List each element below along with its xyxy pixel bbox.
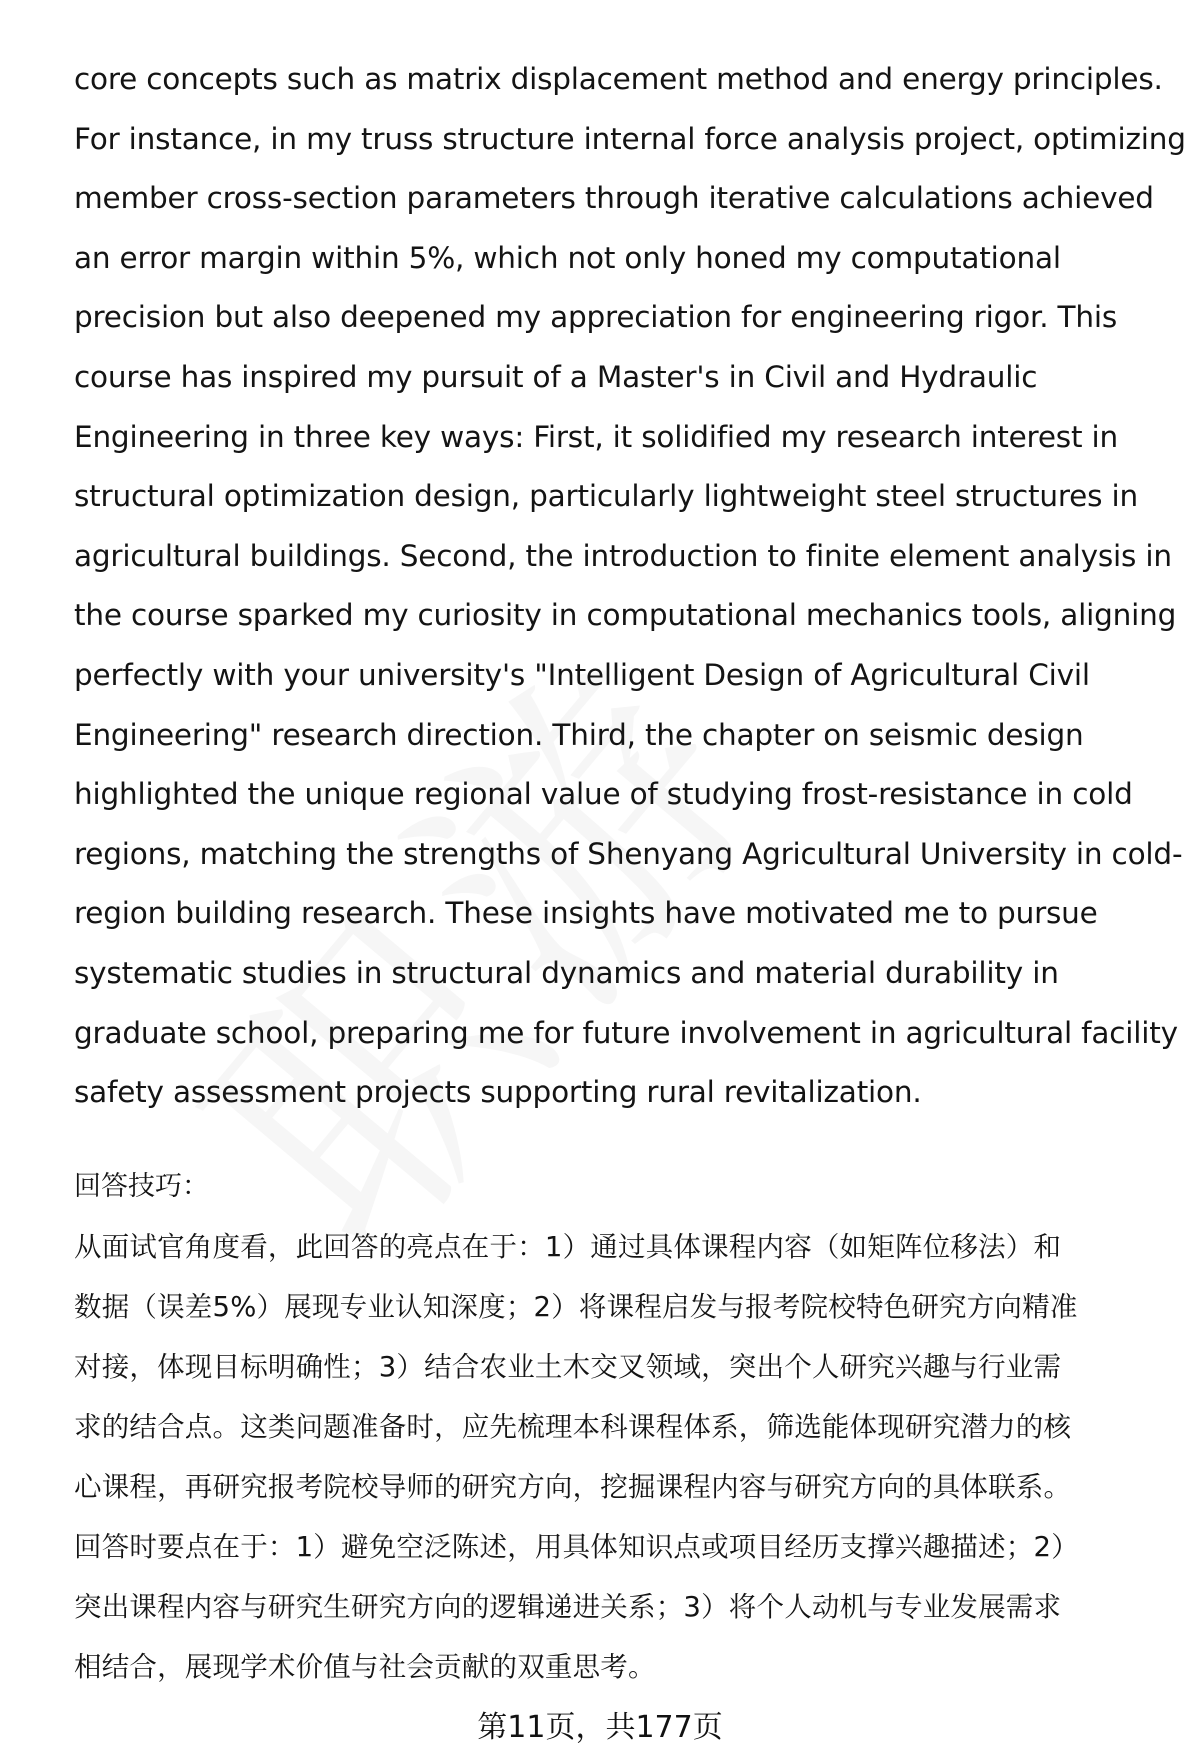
answer-tips-section <box>74 1157 1154 1697</box>
answer-line: systematic studies in structural dynamics and material durability in <box>74 955 1059 990</box>
answer-line: Engineering" research direction. Third, the chapter on seismic design <box>74 717 1084 752</box>
page-number-footer: 第11页，共177页 <box>477 1710 723 1745</box>
tips-line: 突出课程内容与研究生研究方向的逻辑递进关系；3）将个人动机与专业发展需求 <box>74 1590 1062 1623</box>
answer-paragraph <box>74 50 1186 1123</box>
answer-line: course has inspired my pursuit of a Master's in Civil and Hydraulic <box>74 359 1038 394</box>
tips-line: 求的结合点。这类问题准备时，应先梳理本科课程体系，筛选能体现研究潜力的核 <box>74 1410 1072 1443</box>
answer-line: For instance, in my truss structure internal force analysis project, optimizing <box>74 121 1186 156</box>
tips-heading: 回答技巧： <box>74 1170 209 1202</box>
tips-line: 回答时要点在于：1）避免空泛陈述，用具体知识点或项目经历支撑兴趣描述；2） <box>74 1530 1079 1563</box>
answer-line: region building research. These insights have motivated me to pursue <box>74 896 1098 931</box>
tips-line: 对接，体现目标明确性；3）结合农业土木交叉领域，突出个人研究兴趣与行业需 <box>74 1350 1062 1383</box>
answer-line: Engineering in three key ways: First, it solidified my research interest in <box>74 419 1118 454</box>
answer-line: structural optimization design, particularly lightweight steel structures in <box>74 479 1138 514</box>
answer-line: the course sparked my curiosity in computational mechanics tools, aligning <box>74 598 1177 633</box>
answer-line: core concepts such as matrix displacement method and energy principles. <box>74 62 1163 96</box>
tips-line: 心课程，再研究报考院校导师的研究方向，挖掘课程内容与研究方向的具体联系。 <box>74 1470 1072 1503</box>
tips-line: 从面试官角度看，此回答的亮点在于：1）通过具体课程内容（如矩阵位移法）和 <box>74 1230 1062 1263</box>
answer-line: precision but also deepened my appreciation for engineering rigor. This <box>74 300 1118 335</box>
tips-line: 相结合，展现学术价值与社会贡献的双重思考。 <box>74 1650 656 1683</box>
answer-line: an error margin within 5%, which not only honed my computational <box>74 240 1061 275</box>
tips-line: 数据（误差5%）展现专业认知深度；2）将课程启发与报考院校特色研究方向精准 <box>74 1290 1078 1323</box>
answer-line: safety assessment projects supporting rural revitalization. <box>74 1075 922 1110</box>
answer-line: highlighted the unique regional value of studying frost-resistance in cold <box>74 777 1133 812</box>
answer-line: graduate school, preparing me for future involvement in agricultural facility <box>74 1015 1178 1050</box>
answer-line: agricultural buildings. Second, the introduction to finite element analysis in <box>74 538 1172 573</box>
page-content <box>74 50 1186 1697</box>
answer-line: perfectly with your university's "Intelligent Design of Agricultural Civil <box>74 657 1090 692</box>
answer-line: member cross-section parameters through iterative calculations achieved <box>74 181 1154 216</box>
answer-line: regions, matching the strengths of Shenyang Agricultural University in cold- <box>74 836 1183 871</box>
